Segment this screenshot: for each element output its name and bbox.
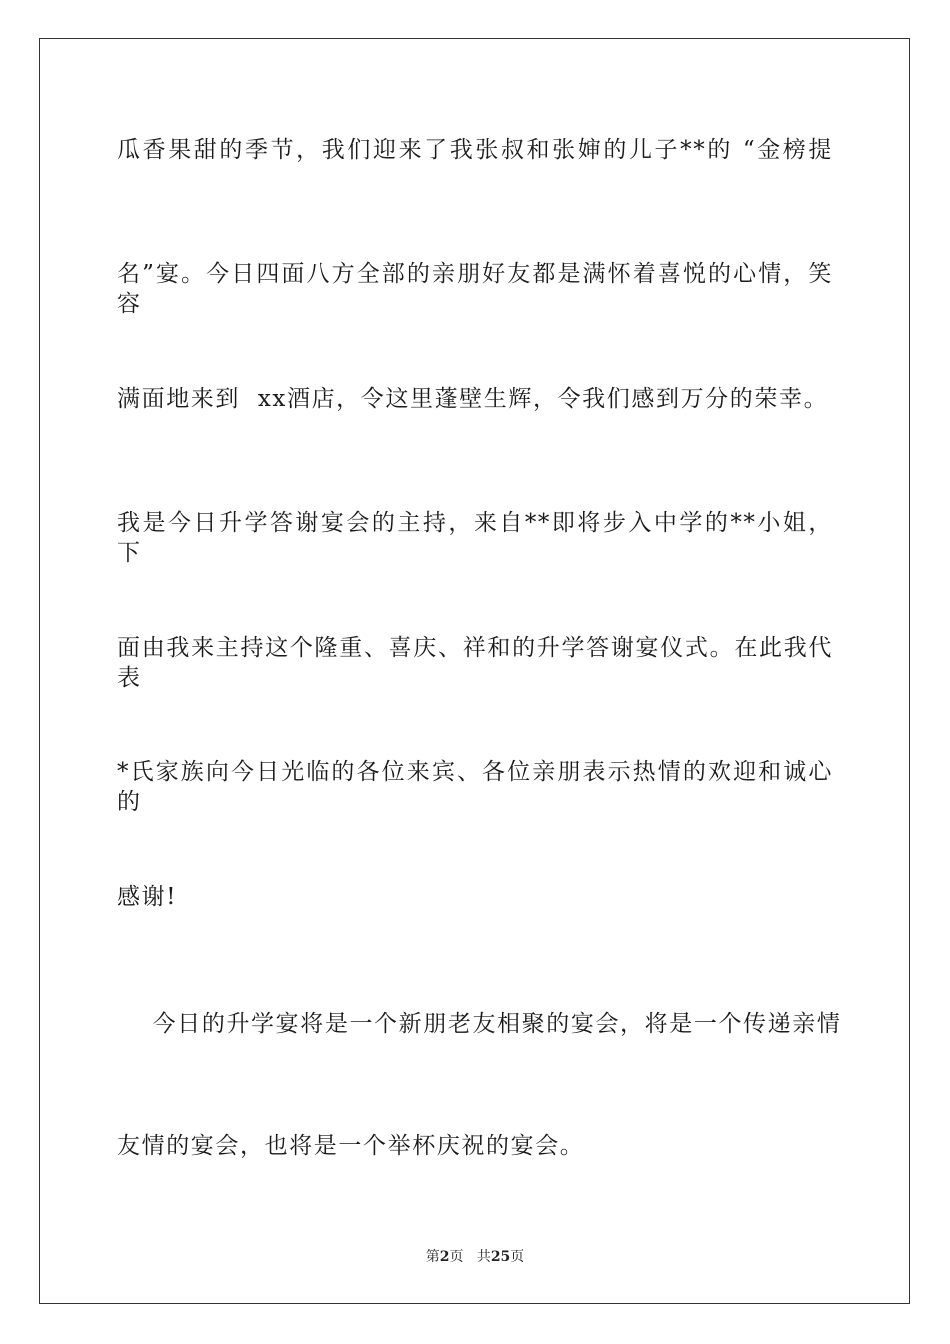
text-line-1: 瓜香果甜的季节，我们迎来了我张叔和张婶的儿子**的 “金榜提 [117, 137, 833, 163]
footer-page-number: 2 [439, 1249, 450, 1265]
text-line-6: *氏家族向今日光临的各位来宾、各位亲朋表示热情的欢迎和诚心的 [117, 759, 833, 815]
text-line-8: 今日的升学宴将是一个新朋老友相聚的宴会，将是一个传递亲情 [117, 1011, 842, 1037]
text-line-4: 我是今日升学答谢宴会的主持，来自**即将步入中学的**小姐， 下 [117, 510, 833, 566]
text-line-9: 友情的宴会，也将是一个举杯庆祝的宴会。 [117, 1133, 585, 1159]
footer-total-pages: 25 [490, 1249, 511, 1265]
footer-page-suffix: 页 [449, 1249, 464, 1265]
footer-prefix: 第 [425, 1249, 440, 1265]
text-line-7: 感谢! [117, 884, 178, 910]
text-line-2: 名”宴。今日四面八方全部的亲朋好友都是满怀着喜悦的心情，笑容 [117, 261, 833, 317]
page-footer [0, 1248, 950, 1266]
text-line-5: 面由我来主持这个隆重、喜庆、祥和的升学答谢宴仪式。在此我代表 [117, 635, 833, 691]
footer-total-prefix: 共 [476, 1249, 491, 1265]
text-line-3: 满面地来到 xx酒店，令这里蓬壁生辉，令我们感到万分的荣幸。 [117, 386, 829, 412]
footer-total-suffix: 页 [510, 1249, 525, 1265]
